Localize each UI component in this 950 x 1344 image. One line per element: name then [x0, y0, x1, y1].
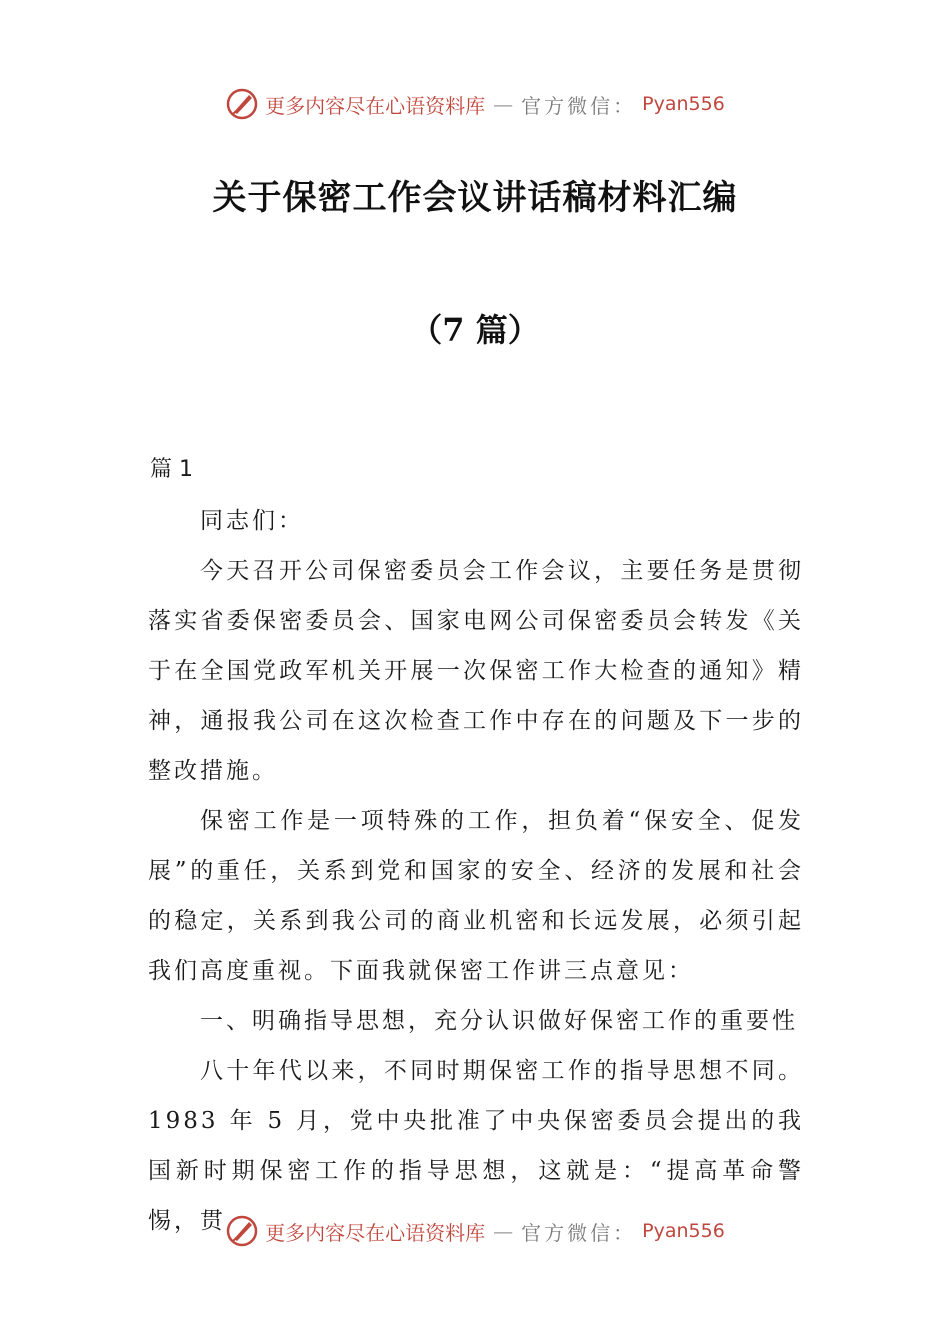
- quill-logo-icon: [225, 1214, 259, 1248]
- document-title: 关于保密工作会议讲话稿材料汇编: [212, 178, 738, 218]
- watermark-text: 更多内容尽在心语资料库: [265, 93, 486, 118]
- watermark-contact-label: 官方微信：: [521, 1220, 637, 1245]
- paragraph: 今天召开公司保密委员会工作会议，主要任务是贯彻落实省委保密委员会、国家电网公司保密委员会转发《关于在全国党政军机关开展一次保密工作大检查的通知》精神，通报我公司在这次检查工作中存在的问题及下一步的整改措施。: [148, 558, 804, 784]
- watermark-contact-id: Pyan556: [642, 93, 725, 115]
- watermark-dash: —: [493, 92, 514, 116]
- watermark-text: 更多内容尽在心语资料库: [265, 1220, 486, 1245]
- watermark-contact-id: Pyan556: [642, 1220, 725, 1242]
- paragraph-salutation: 同志们：: [200, 508, 304, 534]
- body-text: [148, 496, 804, 1246]
- watermark-banner-top: [0, 84, 950, 124]
- watermark-banner-bottom: [0, 1211, 950, 1251]
- paragraph: 八十年代以来，不同时期保密工作的指导思想不同。1983 年 5 月，党中央批准了中央保密委员会提出的我国新时期保密工作的指导思想，这就是：“提高革命警惕，贯: [148, 1058, 804, 1234]
- document-subtitle: （7 篇）: [410, 311, 540, 349]
- paragraph: 保密工作是一项特殊的工作，担负着“保安全、促发展”的重任，关系到党和国家的安全、经济的发展和社会的稳定，关系到我公司的商业机密和长远发展，必须引起我们高度重视。下面我就保密工作讲三点意见：: [148, 808, 804, 984]
- watermark-contact-label: 官方微信：: [521, 93, 637, 118]
- watermark-dash: —: [493, 1219, 514, 1243]
- paragraph-heading: 一、明确指导思想，充分认识做好保密工作的重要性: [200, 1008, 798, 1034]
- quill-logo-icon: [225, 87, 259, 121]
- section-label: 篇 1: [150, 457, 193, 482]
